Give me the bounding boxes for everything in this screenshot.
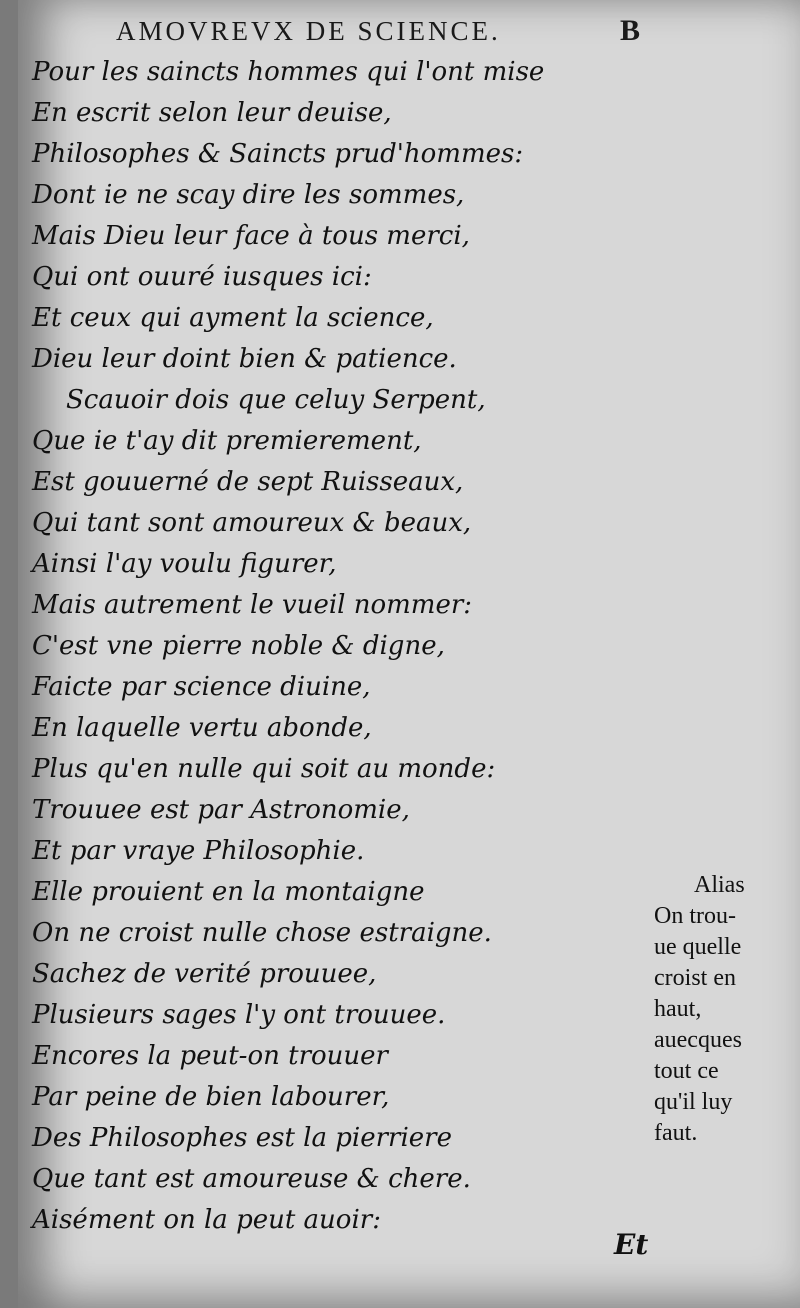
verse-line: En laquelle vertu abonde,	[32, 713, 372, 743]
book-page	[18, 0, 800, 1308]
margin-note-line: qu'il luy	[654, 1089, 733, 1115]
margin-note-line: tout ce	[654, 1058, 719, 1084]
verse-line: Pour les saincts hommes qui l'ont mise	[32, 57, 545, 87]
verse-line: Ainsi l'ay voulu figurer,	[32, 549, 337, 579]
verse-line: Qui ont ouuré iusques ici:	[32, 262, 372, 292]
verse-line: Faicte par science diuine,	[32, 672, 371, 702]
margin-note-line: haut,	[654, 996, 702, 1022]
verse-list	[32, 52, 544, 1241]
margin-note-line: ue quelle	[654, 934, 742, 960]
verse-line: Et par vraye Philosophie.	[32, 836, 365, 866]
verse-line: En escrit selon leur deuise,	[32, 98, 392, 128]
running-header: AMOVREVX DE SCIENCE.	[116, 16, 501, 46]
verse-line: Et ceux qui ayment la science,	[32, 303, 434, 333]
margin-note-line: auecques	[654, 1027, 742, 1053]
marginal-note	[654, 870, 794, 1149]
verse-line: Trouuee est par Astronomie,	[32, 795, 410, 825]
verse-line: Par peine de bien labourer,	[32, 1082, 390, 1112]
catchword: Et	[614, 1228, 649, 1261]
verse-line: Elle prouient en la montaigne	[32, 877, 425, 907]
verse-line: Mais Dieu leur face à tous merci,	[32, 221, 470, 251]
verse-line: Aisément on la peut auoir:	[32, 1205, 381, 1235]
verse-line: C'est vne pierre noble & digne,	[32, 631, 445, 661]
verse-line: On ne croist nulle chose estraigne.	[32, 918, 492, 948]
verse-line: Des Philosophes est la pierriere	[32, 1123, 452, 1153]
verse-line: Que tant est amoureuse & chere.	[32, 1164, 471, 1194]
verse-line: Qui tant sont amoureux & beaux,	[32, 508, 472, 538]
verse-line: Scauoir dois que celuy Serpent,	[66, 385, 486, 415]
margin-note-line: croist en	[654, 965, 736, 991]
verse-line: Dont ie ne scay dire les sommes,	[32, 180, 465, 210]
verse-line: Est gouuerné de sept Ruisseaux,	[32, 467, 464, 497]
margin-note-line: On trou-	[654, 903, 736, 929]
verse-line: Mais autrement le vueil nommer:	[32, 590, 473, 620]
verse-line: Que ie t'ay dit premierement,	[32, 426, 422, 456]
folio-signature: B	[620, 14, 641, 47]
verse-line: Plus qu'en nulle qui soit au monde:	[32, 754, 496, 784]
margin-note-line: Alias	[694, 872, 745, 898]
verse-line: Sachez de verité prouuee,	[32, 959, 377, 989]
verse-line: Encores la peut-on trouuer	[32, 1041, 388, 1071]
verse-line: Dieu leur doint bien & patience.	[32, 344, 457, 374]
verse-line: Philosophes & Saincts prud'hommes:	[32, 139, 524, 169]
verse-line: Plusieurs sages l'y ont trouuee.	[32, 1000, 446, 1030]
margin-note-line: faut.	[654, 1120, 698, 1146]
